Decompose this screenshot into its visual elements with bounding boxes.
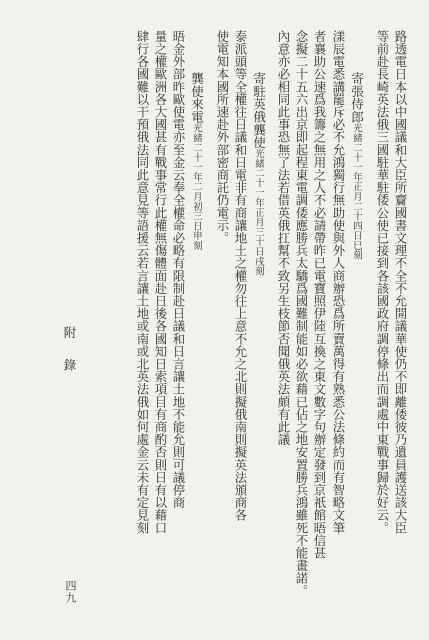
text-column: 肆行各國難以干預俄法同此意見等語援云若言讓土地或南或北英法俄如何處金云未有定見刻 — [135, 30, 150, 534]
text-column: 念擬二十五六出京即起程東電調倭應勝兵太驕爲國難制能如必欲藉已佔之地安置勝兵鴻雖死不能畫諾。 — [294, 30, 309, 597]
section-title — [350, 72, 363, 260]
section-title-date: 光緒二十一年正月二十四日巳刻 — [351, 123, 362, 261]
text-column: 路透電日本以中國議和大臣所齎國書文理不全不允開議華使仍不即離倭彼乃遺員護送該大臣 — [393, 30, 408, 534]
page-number: 四九 — [64, 580, 77, 604]
text-column: 者襄助公速爲我籌之無用之人不必請帶昨已電寶照伊陸互換之東文數字句辦定發到京祇館晤信甚 — [312, 30, 327, 560]
text-column: 泰派頭等全權往日議和日電非有商讓地土之權勿往上意不允之北則擬俄南則擬英法頒商各 — [233, 30, 248, 522]
section-label: 附錄 — [62, 326, 77, 391]
text-column: 晤金外部昨歐使電亦至金云奉全權命必略有限制赴日議和日言讓土地不能允則可議停商 — [171, 30, 186, 509]
section-title-name: 寄駐英俄龔使 — [251, 72, 266, 149]
section-title-name: 龔使來電 — [189, 72, 204, 124]
text-column: 使電知本國所速赴外部密商託仍電示。 — [215, 30, 230, 245]
section-title-date: 光緒二十一年二月初三日申刻 — [191, 123, 202, 251]
section-title — [252, 72, 265, 276]
section-title-name: 寄張侍郎 — [349, 72, 364, 124]
section-title-date: 光緒二十一年正月三十日戌刻 — [253, 148, 264, 277]
text-column: 內意亦必相同此事恐無了法若借英俄扛幫不致另生枝節否聞俄英法頗有此議 — [276, 30, 291, 446]
text-column: 量之權歐洲各大國甚有戰事常行此權無傷體面赴日後各國知日索項目有商酌否則日有以藉口 — [153, 30, 168, 534]
section-title — [190, 72, 203, 250]
text-column: 漾辰電悉講罷斥必不允鴻獨行無助使與外人商辦恐爲所賣萬得有熟悉公法條約而有智略文筆 — [331, 30, 346, 534]
text-column: 等前赴長崎英法俄三國駐華駐倭公使已接到各該國政府調停條出而調處中東戰事歸於好云。 — [375, 30, 390, 534]
